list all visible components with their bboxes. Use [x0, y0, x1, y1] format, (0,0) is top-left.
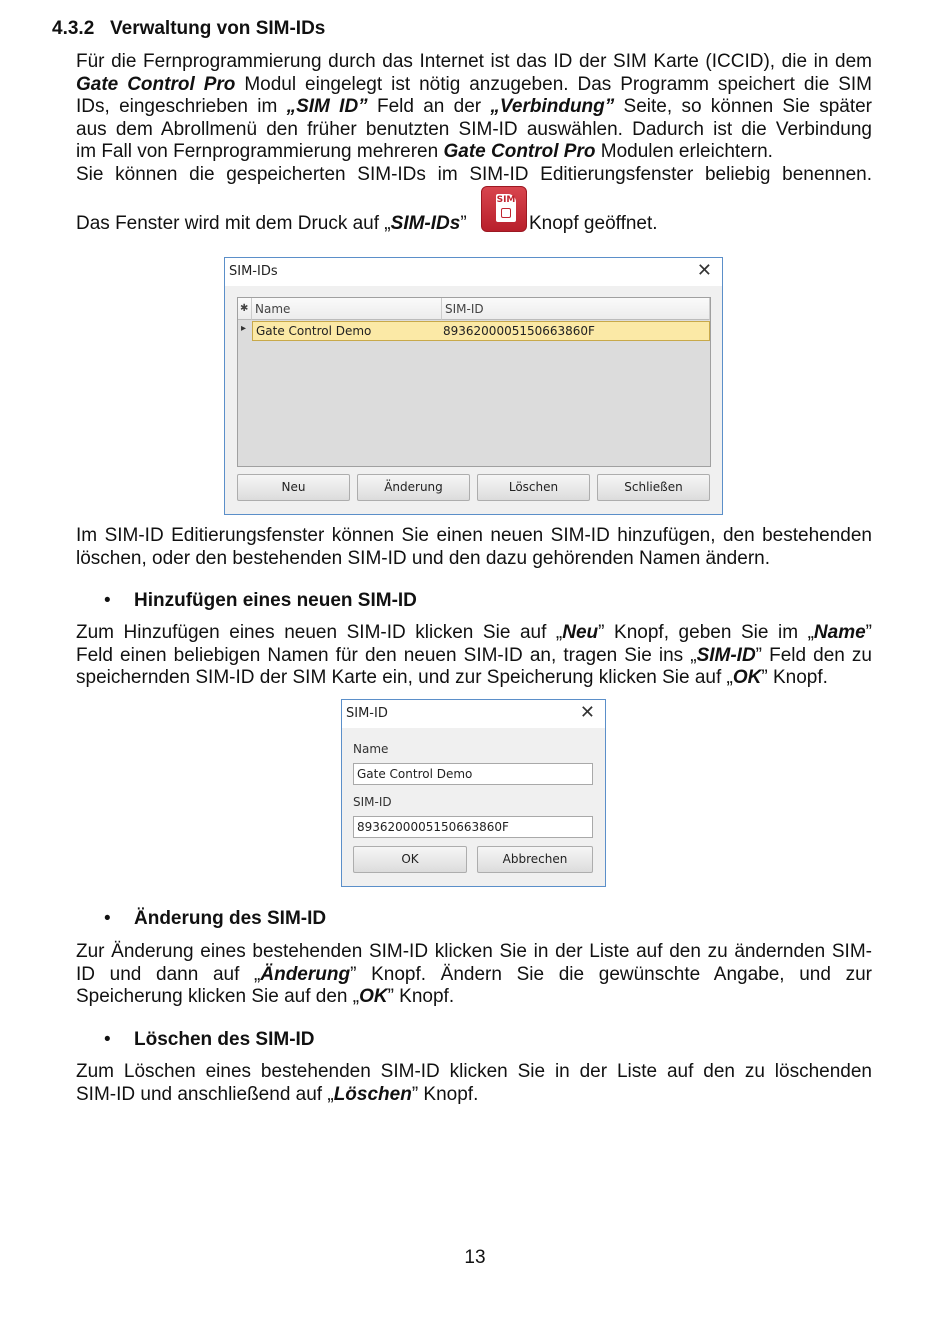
sim-icon-label: SIM [496, 195, 516, 205]
simid-field[interactable]: 8936200005150663860F [353, 816, 593, 838]
close-button[interactable]: Schließen [597, 474, 710, 501]
intro-paragraph [76, 51, 872, 186]
bullet-text: Änderung des SIM-ID [134, 908, 327, 929]
name-field[interactable]: Gate Control Demo [353, 763, 593, 785]
section-title: Verwaltung von SIM-IDs [110, 18, 326, 39]
bullet-dot: • [104, 908, 111, 929]
intro-line: im Fall von Fernprogrammierung mehreren Gate Control Pro Modulen erleichtern. [76, 141, 773, 162]
para-line: speichernden SIM-ID der SIM Karte ein, und zur Speicherung klicken Sie auf „OK” Knopf. [76, 667, 828, 688]
para-line: löschen, oder den bestehenden SIM-ID und den dazu gehörenden Namen ändern. [76, 547, 770, 569]
bullet-heading-change [104, 908, 326, 930]
ok-button[interactable]: OK [353, 846, 467, 873]
para-line: Im SIM-ID Editierungsfenster können Sie einen neuen SIM-ID hinzufügen, den bestehenden [76, 525, 872, 546]
section-heading [52, 18, 325, 40]
sim-chip-icon [501, 208, 511, 218]
sim-ids-button-icon [481, 186, 527, 232]
add-paragraph [76, 622, 872, 690]
column-header-simid[interactable]: SIM-ID [442, 298, 710, 320]
page-number: 13 [464, 1247, 486, 1268]
title-bar [342, 700, 605, 728]
intro-line: Gate Control Pro Modul eingelegt ist nötig anzugeben. Das Programm speichert die SIM [76, 73, 873, 95]
intro-line: Für die Fernprogrammierung durch das Internet ist das ID der SIM Karte (ICCID), die in dem [76, 51, 872, 72]
new-button[interactable]: Neu [237, 474, 350, 501]
change-paragraph [76, 941, 872, 1009]
close-icon[interactable]: ✕ [579, 702, 595, 723]
bullet-dot: • [104, 590, 111, 611]
para-line: Speicherung klicken Sie auf den „OK” Knopf. [76, 986, 455, 1007]
bullet-text: Hinzufügen eines neuen SIM-ID [134, 590, 417, 611]
bullet-dot: • [104, 1029, 111, 1050]
title-bar [225, 258, 722, 286]
open-window-sentence: Das Fenster wird mit dem Druck auf „SIM-IDs” [76, 213, 467, 234]
cancel-button[interactable]: Abbrechen [477, 846, 593, 873]
close-icon[interactable]: ✕ [696, 260, 712, 281]
dialog-title: SIM-IDs [229, 264, 278, 279]
new-row-marker-icon: ✱ [238, 298, 252, 320]
name-label: Name [353, 742, 389, 756]
para-line: SIM-ID und anschließend auf „Löschen” Knopf. [76, 1083, 479, 1105]
delete-paragraph [76, 1061, 872, 1106]
para-line: Zum Hinzufügen eines neuen SIM-ID klicken Sie auf „Neu” Knopf, geben Sie im „Name” [76, 622, 872, 643]
para-line: Zur Änderung eines bestehenden SIM-ID klicken Sie in der Liste auf den zu ändernden SIM- [76, 941, 872, 962]
dialog-title: SIM-ID [346, 706, 388, 721]
delete-button[interactable]: Löschen [477, 474, 590, 501]
row-selector-icon: ▸ [241, 323, 247, 334]
bullet-heading-delete [104, 1029, 315, 1051]
intro-line: aus dem Abrollmenü den früher benutzten SIM-ID auswählen. Dadurch ist die Verbindung [76, 118, 872, 140]
row-simid-cell: 8936200005150663860F [443, 324, 595, 338]
sim-id-edit-dialog [341, 699, 606, 887]
column-header-name[interactable]: Name [252, 298, 442, 320]
intro-line: Sie können die gespeicherten SIM-IDs im SIM-ID Editierungsfenster beliebig benennen. [76, 163, 872, 185]
intro-line: IDs, eingeschrieben im „SIM ID” Feld an der „Verbindung” Seite, so können Sie später [76, 96, 872, 117]
edit-window-paragraph [76, 525, 872, 570]
change-button[interactable]: Änderung [357, 474, 470, 501]
bullet-heading-add [104, 590, 417, 612]
bullet-text: Löschen des SIM-ID [134, 1029, 315, 1050]
para-line: ID und dann auf „Änderung” Knopf. Ändern Sie die gewünschte Angabe, und zur [76, 963, 872, 985]
row-name-cell: Gate Control Demo [256, 324, 372, 338]
para-line: Zum Löschen eines bestehenden SIM-ID klicken Sie in der Liste auf den zu löschenden [76, 1061, 872, 1082]
open-window-sentence-end: Knopf geöffnet. [529, 213, 658, 234]
sim-id-grid[interactable] [237, 297, 711, 467]
para-line: Feld einen beliebigen Namen für den neuen SIM-ID an, tragen Sie ins „SIM-ID” Feld den zu [76, 644, 872, 666]
table-row[interactable] [252, 321, 710, 341]
sim-ids-dialog [224, 257, 723, 515]
section-number: 4.3.2 [52, 18, 95, 39]
simid-label: SIM-ID [353, 795, 392, 809]
